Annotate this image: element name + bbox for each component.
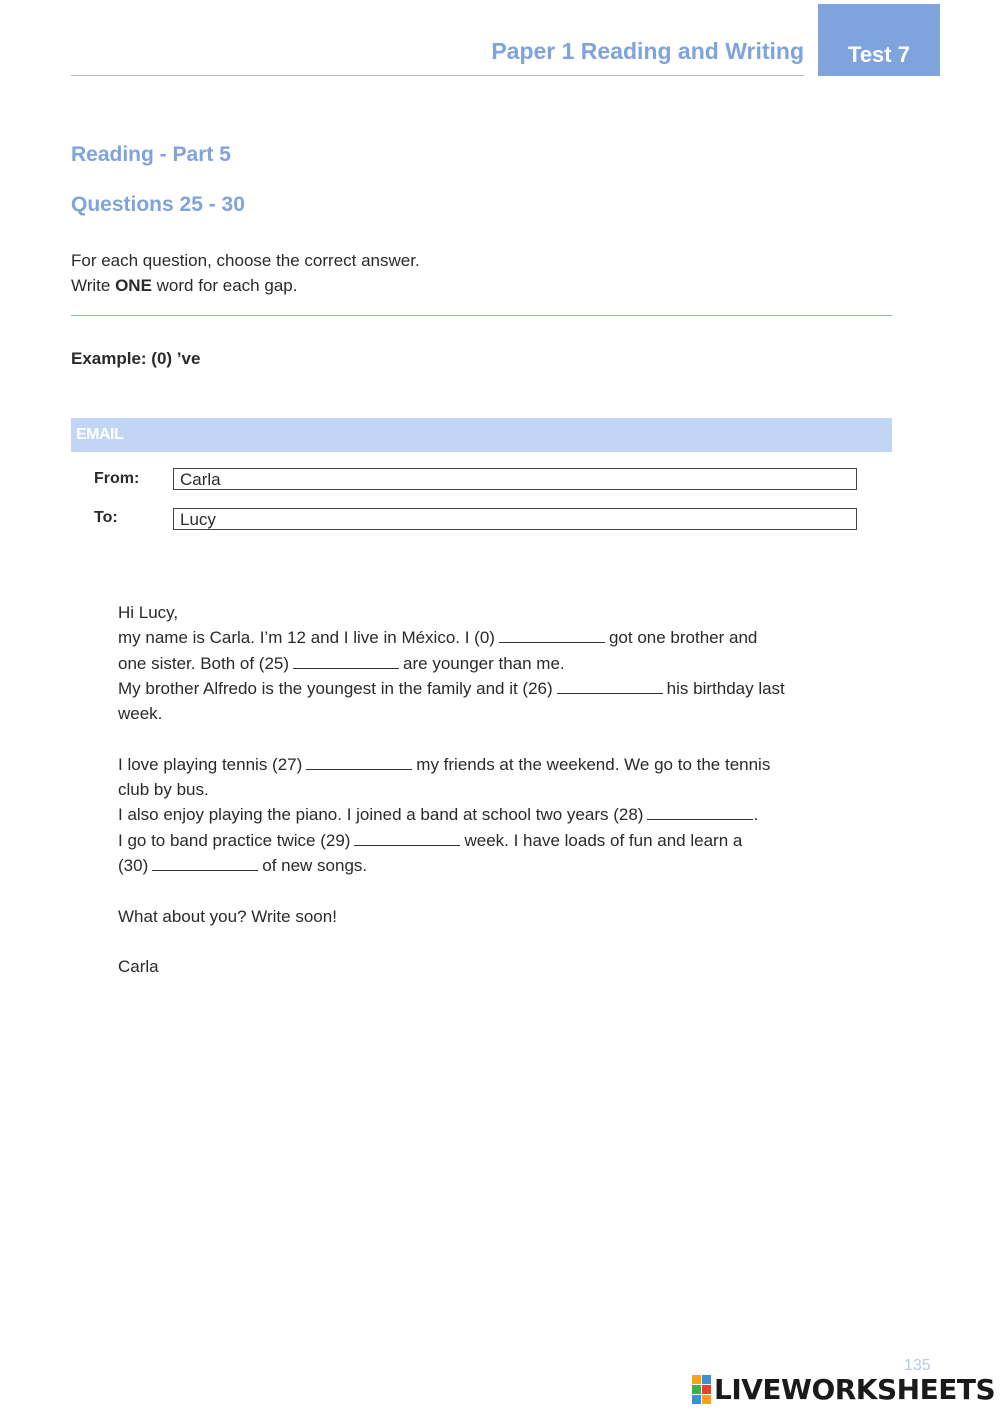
- gap-0: [499, 628, 605, 643]
- email-body: [118, 600, 878, 979]
- body-line: [118, 752, 878, 777]
- liveworksheets-logo: [692, 1373, 995, 1405]
- liveworksheets-wordmark: LIVEWORKSHEETS: [714, 1372, 996, 1406]
- body-line: [118, 651, 878, 676]
- body-line: [118, 676, 878, 701]
- test-tab: [818, 4, 940, 76]
- to-field: Lucy: [173, 508, 857, 530]
- body-text: one sister. Both of (25): [118, 653, 290, 673]
- page-number: 135: [904, 1357, 931, 1374]
- email-header-bar: [71, 418, 892, 452]
- gap-28[interactable]: [647, 805, 753, 820]
- gap-27[interactable]: [306, 755, 412, 770]
- body-text: his birthday last: [666, 678, 785, 698]
- example-answer: Example: (0) ’ve: [71, 349, 201, 368]
- instruction-line-2: [71, 273, 420, 298]
- instruction-line-1: For each question, choose the correct answer.: [71, 251, 420, 270]
- body-text: (30): [118, 855, 149, 875]
- body-text: are younger than me.: [403, 653, 565, 673]
- test-tab-label: Test 7: [848, 42, 910, 67]
- body-text: My brother Alfredo is the youngest in the family and it (26): [118, 678, 553, 698]
- gap-29[interactable]: [354, 831, 460, 846]
- from-label: From:: [94, 470, 140, 487]
- body-line: [118, 802, 878, 827]
- signature: Carla: [118, 957, 159, 977]
- body-line: [118, 828, 878, 853]
- body-text: got one brother and: [608, 628, 758, 648]
- body-text: .: [753, 805, 759, 825]
- instruction-text: word for each gap.: [151, 276, 298, 295]
- body-text: of new songs.: [262, 855, 368, 875]
- section-divider: [71, 315, 892, 316]
- gap-25[interactable]: [293, 654, 399, 669]
- body-text: I also enjoy playing the piano. I joined a band at school two years (28): [118, 805, 644, 825]
- body-text: I go to band practice twice (29): [118, 830, 351, 850]
- body-line: [118, 853, 878, 878]
- body-line: club by bus.: [118, 780, 209, 800]
- closing: What about you? Write soon!: [118, 906, 337, 926]
- header-divider: [71, 75, 804, 76]
- liveworksheets-icon: [692, 1375, 711, 1404]
- body-line: [118, 625, 878, 650]
- instruction-emphasis: ONE: [115, 276, 152, 295]
- body-line: week.: [118, 704, 163, 724]
- body-text: I love playing tennis (27): [118, 754, 303, 774]
- gap-26[interactable]: [557, 679, 663, 694]
- part-title: Reading - Part 5: [71, 143, 231, 166]
- from-field: Carla: [173, 468, 857, 490]
- paper-title: Paper 1 Reading and Writing: [491, 38, 804, 64]
- instructions: [71, 248, 420, 298]
- gap-30[interactable]: [152, 856, 258, 871]
- to-label: To:: [94, 509, 118, 526]
- body-text: my name is Carla. I’m 12 and I live in México. I (0): [118, 628, 495, 648]
- questions-title: Questions 25 - 30: [71, 193, 245, 216]
- email-bar-label: EMAIL: [76, 426, 124, 443]
- instruction-text: Write: [71, 276, 116, 295]
- body-text: my friends at the weekend. We go to the tennis: [416, 754, 771, 774]
- body-text: week. I have loads of fun and learn a: [464, 830, 743, 850]
- greeting: Hi Lucy,: [118, 603, 179, 622]
